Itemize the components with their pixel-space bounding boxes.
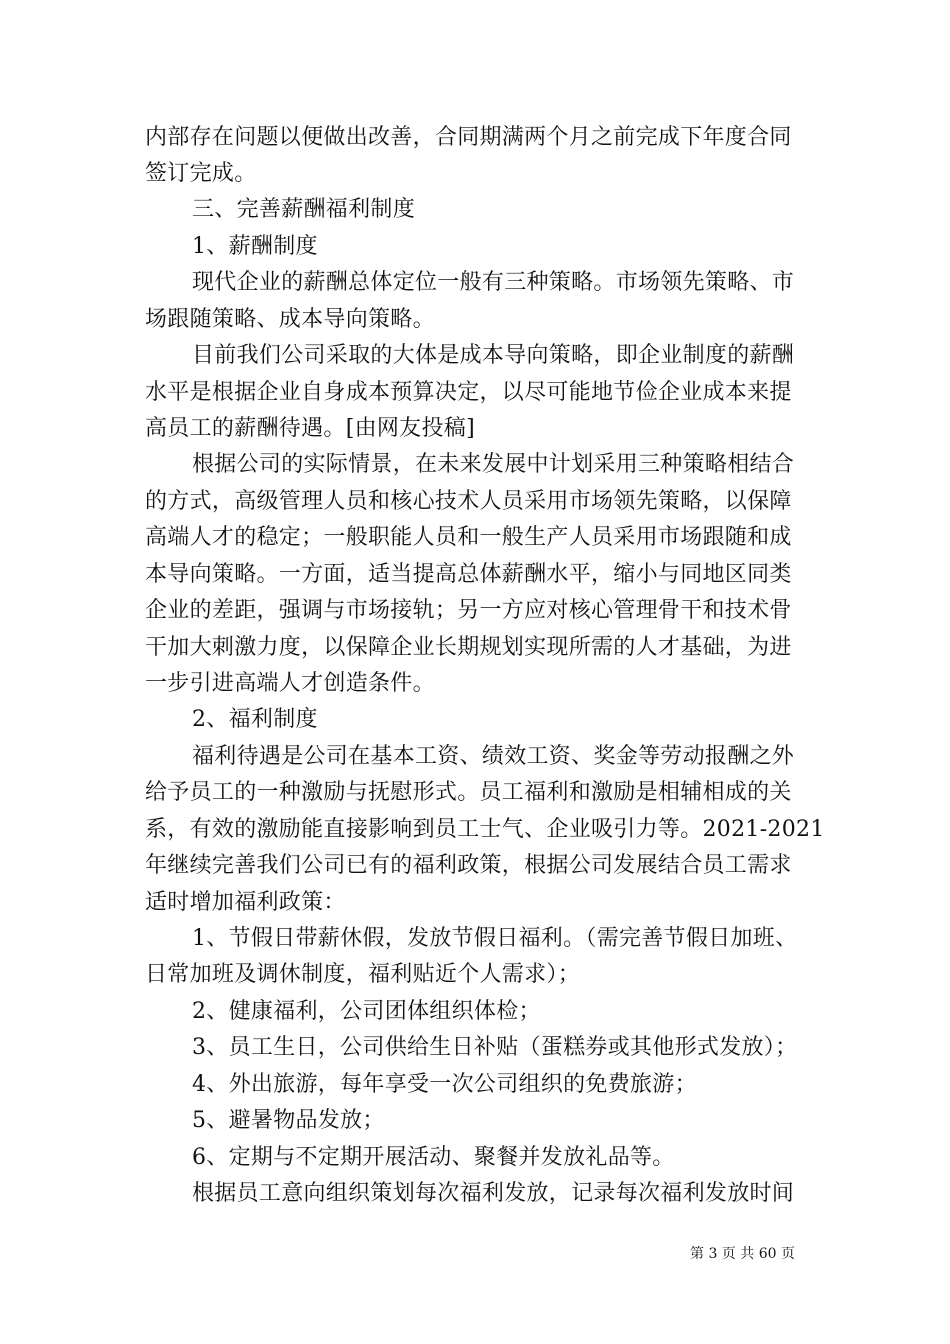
body-text-line: 适时增加福利政策： [145,890,346,915]
list-item: 2、健康福利，公司团体组织体检； [192,999,541,1024]
body-text-line: 企业的差距，强调与市场接轨；另一方应对核心管理骨干和技术骨 [145,598,792,623]
list-item: 1、节假日带薪休假，发放节假日福利。（需完善节假日加班、 [192,926,798,951]
body-text-line: 年继续完善我们公司已有的福利政策，根据公司发展结合员工需求 [145,853,792,878]
list-item: 6、定期与不定期开展活动、聚餐并发放礼品等。 [192,1145,675,1170]
page-number-footer: 第 3 页 共 60 页 [690,1246,795,1262]
body-text-line: 水平是根据企业自身成本预算决定，以尽可能地节俭企业成本来提 [145,380,792,405]
body-text-line: 根据员工意向组织策划每次福利发放，记录每次福利发放时间 [192,1181,795,1206]
section-heading: 三、完善薪酬福利制度 [192,197,416,222]
body-text-line: 内部存在问题以便做出改善，合同期满两个月之前完成下年度合同 [145,125,792,150]
list-item: 4、外出旅游，每年享受一次公司组织的免费旅游； [192,1072,697,1097]
list-item: 3、员工生日，公司供给生日补贴（蛋糕券或其他形式发放）； [192,1035,798,1060]
body-text-line: 目前我们公司采取的大体是成本导向策略，即企业制度的薪酬 [192,343,795,368]
body-text-line: 干加大刺激力度，以保障企业长期规划实现所需的人才基础，为进 [145,635,792,660]
body-text-line: 根据公司的实际情景，在未来发展中计划采用三种策略相结合 [192,452,795,477]
body-text-line: 系，有效的激励能直接影响到员工士气、企业吸引力等。2021-2021 [145,817,825,842]
body-text-line: 签订完成。 [145,161,257,186]
body-text-line: 给予员工的一种激励与抚慰形式。员工福利和激励是相辅相成的关 [145,780,792,805]
body-text-line: 本导向策略。一方面，适当提高总体薪酬水平，缩小与同地区同类 [145,562,792,587]
subsection-heading: 1、薪酬制度 [192,234,318,259]
body-text-line: 现代企业的薪酬总体定位一般有三种策略。市场领先策略、市 [192,270,795,295]
list-item: 5、避暑物品发放； [192,1108,385,1133]
body-text-line: 福利待遇是公司在基本工资、绩效工资、奖金等劳动报酬之外 [192,744,795,769]
body-text-line: 高端人才的稳定；一般职能人员和一般生产人员采用市场跟随和成 [145,525,792,550]
body-text-line: 场跟随策略、成本导向策略。 [145,307,435,332]
body-text-line: 的方式，高级管理人员和核心技术人员采用市场领先策略，以保障 [145,489,792,514]
body-text-line: 高员工的薪酬待遇。[由网友投稿] [145,416,475,441]
subsection-heading: 2、福利制度 [192,707,318,732]
list-item-continued: 日常加班及调休制度，福利贴近个人需求）； [145,962,581,987]
body-text-line: 一步引进高端人才创造条件。 [145,671,435,696]
